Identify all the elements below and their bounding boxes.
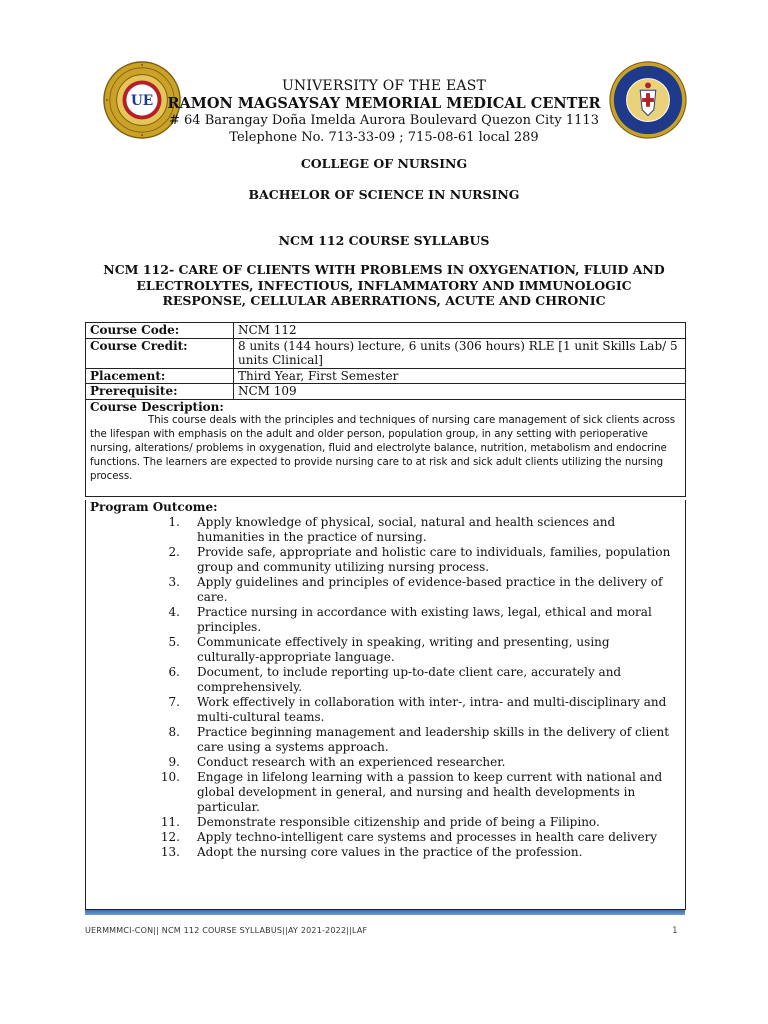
program-outcome-list: [86, 515, 685, 860]
outcome-number: 9.: [168, 755, 180, 769]
placement-label: Placement:: [86, 368, 234, 384]
outcome-text: Provide safe, appropriate and holistic care to individuals, families, population group and community utilizing nursing process.: [197, 545, 671, 574]
course-description-text: This course deals with the principles and techniques of nursing care management of sick clients across the lifespan with emphasis on the adult and older person, population group, in any setting with perioperative nursing, alterations/ problems in oxygenation, fluid and electrolyte balance, nutrition, metabolism and endocrine functions. The learners are expected to provide nursing care to at risk and sick adult clients utilizing the nursing process.: [90, 415, 676, 482]
outcome-text: Work effectively in collaboration with inter-, intra- and multi-disciplinary and multi-cultural teams.: [197, 695, 667, 724]
outcome-text: Conduct research with an experienced researcher.: [197, 755, 506, 769]
outcome-text: Apply guidelines and principles of evidence-based practice in the delivery of care.: [197, 575, 663, 604]
outcome-number: 12.: [160, 830, 180, 844]
program-outcome-box: [85, 500, 686, 910]
footer-divider: [85, 910, 685, 915]
letterhead: [0, 78, 768, 146]
course-title-line: ELECTROLYTES, INFECTIOUS, INFLAMMATORY AND IMMUNOLOGIC: [136, 277, 632, 293]
outcome-text: Engage in lifelong learning with a passion to keep current with national and global development in general, and nursing and health developments in particular.: [197, 770, 663, 814]
outcome-text: Practice nursing in accordance with existing laws, legal, ethical and moral principles.: [197, 605, 652, 634]
course-description-label: Course Description:: [90, 399, 224, 414]
list-item: [86, 770, 685, 815]
outcome-number: 8.: [168, 725, 180, 739]
list-item: [86, 665, 685, 695]
outcome-text: Apply techno-intelligent care systems and processes in health care delivery: [197, 830, 658, 844]
outcome-text: Adopt the nursing core values in the practice of the profession.: [197, 845, 583, 859]
outcome-number: 1.: [168, 515, 180, 529]
course-code-value: NCM 112: [234, 323, 686, 339]
course-title-line: RESPONSE, CELLULAR ABERRATIONS, ACUTE AND CHRONIC: [162, 293, 606, 308]
list-item: [86, 515, 685, 545]
list-item: [86, 815, 685, 830]
list-item: [86, 755, 685, 770]
course-title: [60, 262, 708, 309]
prerequisite-label: Prerequisite:: [86, 384, 234, 400]
course-description-row: [86, 399, 686, 497]
svg-text:UE: UE: [130, 92, 154, 109]
course-credit-row: [86, 338, 686, 368]
outcome-number: 10.: [160, 770, 180, 784]
course-credit-label: Course Credit:: [86, 338, 234, 368]
placement-row: [86, 368, 686, 384]
page-number: 1: [672, 926, 678, 936]
outcome-text: Apply knowledge of physical, social, natural and health sciences and humanities in the practice of nursing.: [197, 515, 616, 544]
course-info-table: [85, 322, 686, 497]
address: # 64 Barangay Doña Imelda Aurora Boulevard Quezon City 1113: [169, 113, 599, 128]
footer-text: UERMMMCI-CON|| NCM 112 COURSE SYLLABUS||AY 2021-2022||LAF: [85, 926, 368, 935]
outcome-number: 6.: [168, 665, 180, 679]
outcome-text: Communicate effectively in speaking, writing and presenting, using culturally-appropriate language.: [197, 635, 610, 664]
course-title-line: NCM 112- CARE OF CLIENTS WITH PROBLEMS IN OXYGENATION, FLUID AND: [103, 262, 665, 277]
telephone: Telephone No. 713-33-09 ; 715-08-61 local 289: [229, 130, 539, 145]
list-item: [86, 635, 685, 665]
outcome-number: 5.: [168, 635, 180, 649]
outcome-text: Demonstrate responsible citizenship and pride of being a Filipino.: [197, 815, 600, 829]
syllabus-title: NCM 112 COURSE SYLLABUS: [278, 233, 490, 248]
list-item: [86, 725, 685, 755]
outcome-text: Practice beginning management and leadership skills in the delivery of client care using a systems approach.: [197, 725, 670, 754]
list-item: [86, 845, 685, 860]
prerequisite-row: [86, 384, 686, 400]
outcome-number: 3.: [168, 575, 180, 589]
placement-value: Third Year, First Semester: [234, 368, 686, 384]
list-item: [86, 545, 685, 575]
list-item: [86, 575, 685, 605]
outcome-text: Document, to include reporting up-to-date client care, accurately and comprehensively.: [197, 665, 622, 694]
program-outcome-label: Program Outcome:: [90, 500, 218, 514]
outcome-number: 11.: [160, 815, 180, 829]
medical-center-name: RAMON MAGSAYSAY MEMORIAL MEDICAL CENTER: [167, 95, 601, 112]
list-item: [86, 695, 685, 725]
course-description-cell: [86, 399, 686, 497]
course-code-label: Course Code:: [86, 323, 234, 339]
outcome-number: 7.: [168, 695, 180, 709]
course-credit-value: 8 units (144 hours) lecture, 6 units (306 hours) RLE [1 unit Skills Lab/ 5 units Clinical]: [234, 338, 686, 368]
list-item: [86, 830, 685, 845]
course-code-row: [86, 323, 686, 339]
outcome-number: 13.: [160, 845, 180, 859]
list-item: [86, 605, 685, 635]
outcome-number: 4.: [168, 605, 180, 619]
outcome-number: 2.: [168, 545, 180, 559]
college-name: COLLEGE OF NURSING: [300, 156, 468, 171]
university-name: UNIVERSITY OF THE EAST: [281, 78, 487, 94]
program-name: BACHELOR OF SCIENCE IN NURSING: [248, 187, 520, 202]
prerequisite-value: NCM 109: [234, 384, 686, 400]
